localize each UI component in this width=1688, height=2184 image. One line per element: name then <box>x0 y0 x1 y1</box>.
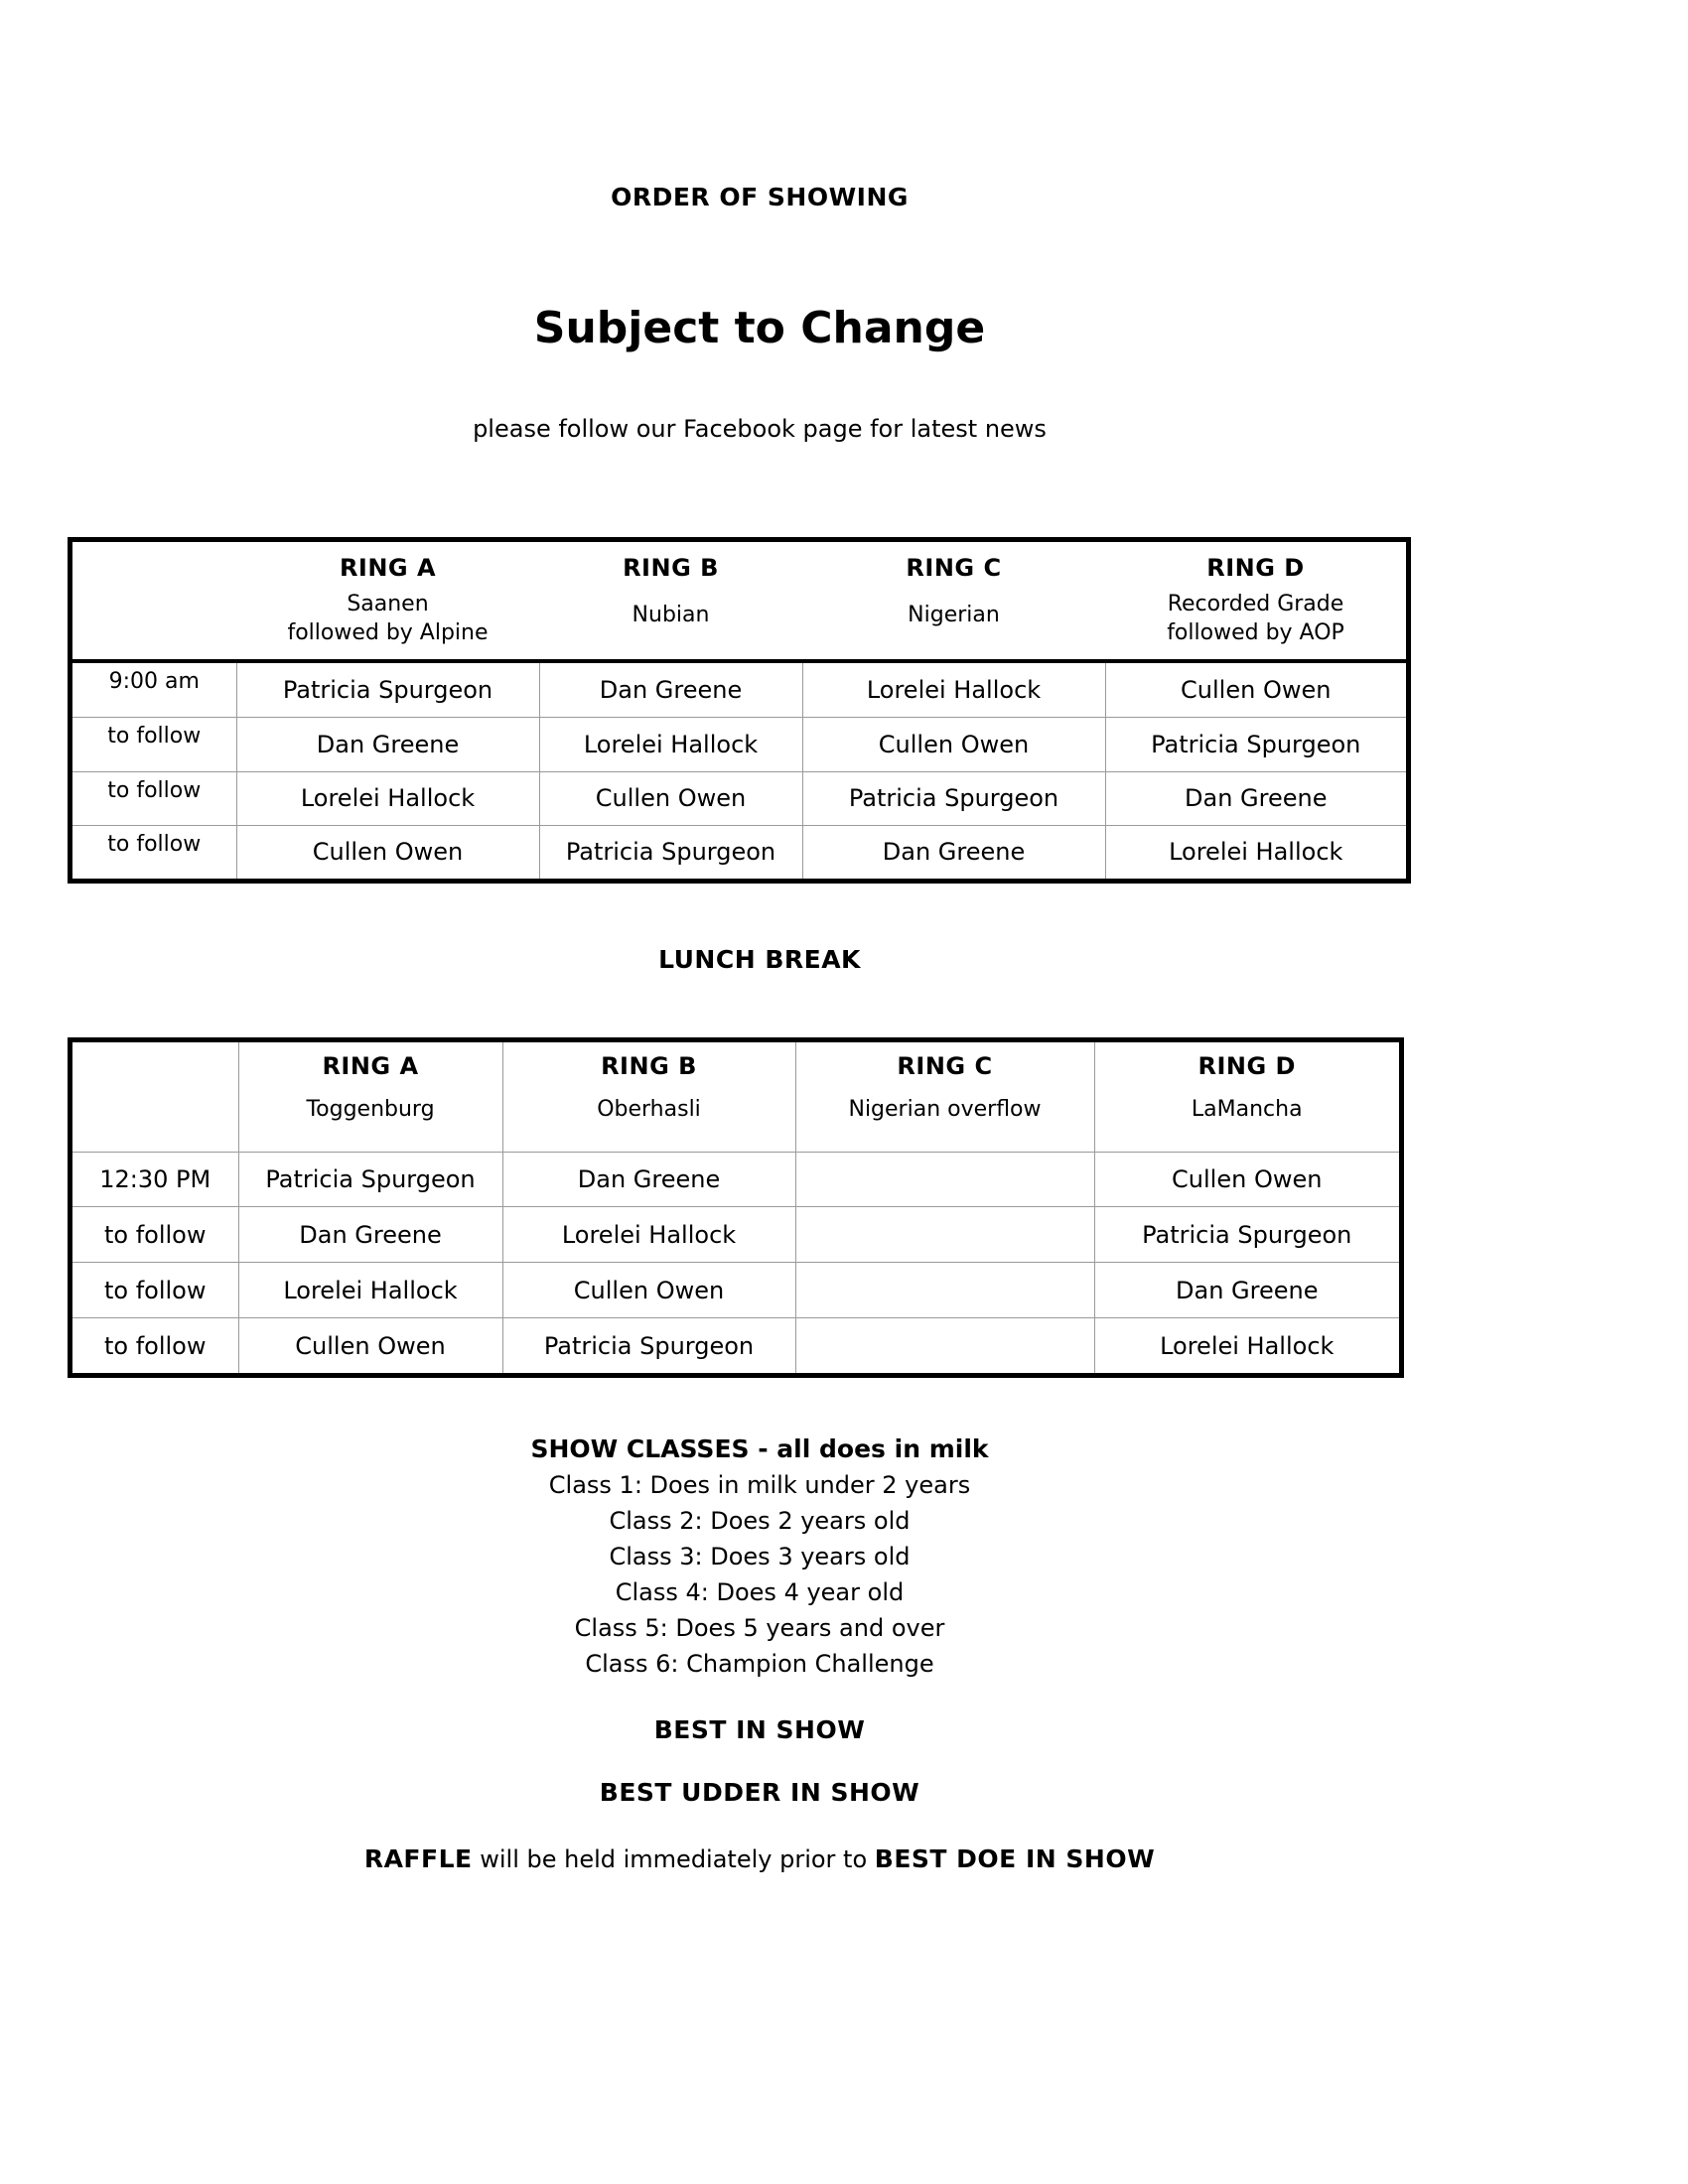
judge-cell: Cullen Owen <box>802 718 1105 771</box>
ring-d-breed: LaMancha <box>1191 1097 1303 1122</box>
judge-cell: Lorelei Hallock <box>1105 825 1406 879</box>
ring-b-header <box>539 542 802 661</box>
row-time: to follow <box>72 1318 238 1373</box>
judge-cell: Patricia Spurgeon <box>502 1318 795 1373</box>
show-classes <box>0 1432 1519 1682</box>
judge-cell: Lorelei Hallock <box>502 1207 795 1263</box>
class-item: Class 3: Does 3 years old <box>609 1543 911 1570</box>
ring-c-header <box>795 1042 1094 1152</box>
judge-cell: Cullen Owen <box>1105 661 1406 718</box>
ring-a-breed-followup: followed by Alpine <box>287 620 489 645</box>
ring-b-header <box>502 1042 795 1152</box>
row-time: to follow <box>72 1207 238 1263</box>
best-udder-heading: BEST UDDER IN SHOW <box>599 1778 920 1807</box>
judge-cell: Patricia Spurgeon <box>539 825 802 879</box>
ring-c-label: RING C <box>906 554 1002 582</box>
judge-cell: Lorelei Hallock <box>1094 1318 1399 1373</box>
row-time: 9:00 am <box>72 661 236 718</box>
raffle-text: will be held immediately prior to <box>472 1845 875 1873</box>
afternoon-schedule-table <box>68 1037 1404 1378</box>
judge-cell: Patricia Spurgeon <box>802 771 1105 825</box>
judge-cell: Lorelei Hallock <box>236 771 539 825</box>
judge-cell: Patricia Spurgeon <box>238 1152 502 1207</box>
judge-cell: Cullen Owen <box>236 825 539 879</box>
ring-d-label: RING D <box>1206 554 1305 582</box>
facebook-note: please follow our Facebook page for latest news <box>473 415 1047 443</box>
ring-d-breed-followup: followed by AOP <box>1167 620 1344 645</box>
judge-cell: Dan Greene <box>238 1207 502 1263</box>
table-row <box>72 1152 1399 1207</box>
judge-cell: Patricia Spurgeon <box>1094 1207 1399 1263</box>
judge-cell: Patricia Spurgeon <box>1105 718 1406 771</box>
judge-cell: Cullen Owen <box>539 771 802 825</box>
judge-cell <box>795 1318 1094 1373</box>
ring-b-breed: Oberhasli <box>597 1097 701 1122</box>
ring-d-header <box>1105 542 1406 661</box>
judge-cell: Dan Greene <box>1094 1263 1399 1318</box>
judge-cell: Cullen Owen <box>238 1318 502 1373</box>
ring-b-breed: Nubian <box>632 603 710 627</box>
page-title: Subject to Change <box>533 303 986 353</box>
ring-c-header <box>802 542 1105 661</box>
table-row <box>72 825 1406 879</box>
ring-c-breed: Nigerian overflow <box>848 1097 1042 1122</box>
judge-cell: Dan Greene <box>1105 771 1406 825</box>
order-of-showing-heading: ORDER OF SHOWING <box>611 183 909 211</box>
row-time: to follow <box>72 718 236 771</box>
row-time: to follow <box>72 825 236 879</box>
judge-cell: Cullen Owen <box>502 1263 795 1318</box>
row-time: to follow <box>72 771 236 825</box>
ring-a-header <box>236 542 539 661</box>
judge-cell: Lorelei Hallock <box>802 661 1105 718</box>
time-header-cell <box>72 542 236 661</box>
judge-cell: Lorelei Hallock <box>539 718 802 771</box>
class-item: Class 6: Champion Challenge <box>585 1650 934 1678</box>
ring-d-header <box>1094 1042 1399 1152</box>
table-row <box>72 1318 1399 1373</box>
raffle-note <box>0 1844 1519 1873</box>
show-classes-heading: SHOW CLASSES - all does in milk <box>530 1434 989 1463</box>
row-time: 12:30 PM <box>72 1152 238 1207</box>
class-item: Class 1: Does in milk under 2 years <box>548 1471 971 1499</box>
table-row <box>72 1207 1399 1263</box>
judge-cell: Dan Greene <box>802 825 1105 879</box>
class-item: Class 5: Does 5 years and over <box>574 1614 945 1642</box>
morning-schedule-table <box>68 537 1411 884</box>
ring-b-label: RING B <box>623 554 719 582</box>
ring-d-label: RING D <box>1197 1052 1296 1080</box>
raffle-label: RAFFLE <box>363 1844 473 1873</box>
judge-cell: Dan Greene <box>236 718 539 771</box>
judge-cell <box>795 1263 1094 1318</box>
judge-cell <box>795 1207 1094 1263</box>
class-item: Class 2: Does 2 years old <box>609 1507 911 1535</box>
table-row <box>72 1263 1399 1318</box>
ring-d-breed: Recorded Grade <box>1167 592 1344 616</box>
ring-c-label: RING C <box>897 1052 993 1080</box>
ring-a-label: RING A <box>339 554 437 582</box>
row-time: to follow <box>72 1263 238 1318</box>
judge-cell: Dan Greene <box>539 661 802 718</box>
ring-c-breed: Nigerian <box>908 603 1000 627</box>
table-row <box>72 661 1406 718</box>
table-row <box>72 771 1406 825</box>
judge-cell: Lorelei Hallock <box>238 1263 502 1318</box>
best-doe-label: BEST DOE IN SHOW <box>874 1844 1156 1873</box>
best-in-show-heading: BEST IN SHOW <box>653 1715 866 1744</box>
table-row <box>72 718 1406 771</box>
judge-cell: Patricia Spurgeon <box>236 661 539 718</box>
ring-a-label: RING A <box>322 1052 419 1080</box>
judge-cell: Dan Greene <box>502 1152 795 1207</box>
ring-a-breed: Saanen <box>347 592 429 616</box>
ring-a-breed: Toggenburg <box>306 1097 435 1122</box>
class-item: Class 4: Does 4 year old <box>615 1578 905 1606</box>
time-header-cell <box>72 1042 238 1152</box>
lunch-break-heading: LUNCH BREAK <box>658 945 861 974</box>
judge-cell: Cullen Owen <box>1094 1152 1399 1207</box>
judge-cell <box>795 1152 1094 1207</box>
ring-a-header <box>238 1042 502 1152</box>
ring-b-label: RING B <box>601 1052 697 1080</box>
